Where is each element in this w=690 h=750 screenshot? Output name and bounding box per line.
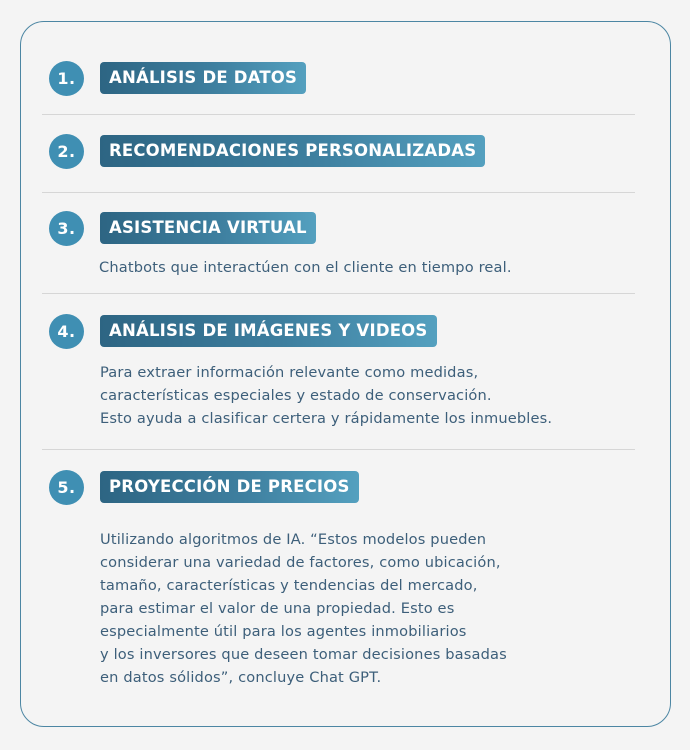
item-number-badge: 5. [49,470,84,505]
item-title-tag: ANÁLISIS DE IMÁGENES Y VIDEOS [100,315,437,347]
divider [42,449,635,450]
divider [42,192,635,193]
item-title-tag: ANÁLISIS DE DATOS [100,62,306,94]
content-card [20,21,671,727]
item-number-badge: 3. [49,211,84,246]
item-title-tag: PROYECCIÓN DE PRECIOS [100,471,359,503]
item-number-badge: 2. [49,134,84,169]
divider [42,114,635,115]
item-title-tag: RECOMENDACIONES PERSONALIZADAS [100,135,485,167]
item-description: Para extraer información relevante como medidas, características especiales y estado de conservación. Esto ayuda a clasificar certera y rápidamente los inmuebles. [100,364,553,427]
item-number-badge: 4. [49,314,84,349]
item-title-tag: ASISTENCIA VIRTUAL [100,212,316,244]
item-description: Chatbots que interactúen con el cliente en tiempo real. [99,259,512,276]
item-description: Utilizando algoritmos de IA. “Estos modelos pueden considerar una variedad de factores, como ubicación, tamaño, características y tendencias del mercado, para estimar el valor de una propiedad. Esto es especialmente útil para los agentes inmobiliarios y los inversores que deseen tomar decisiones basadas en datos sólidos”, concluye Chat GPT. [100,531,507,686]
divider [42,293,635,294]
item-number-badge: 1. [49,61,84,96]
